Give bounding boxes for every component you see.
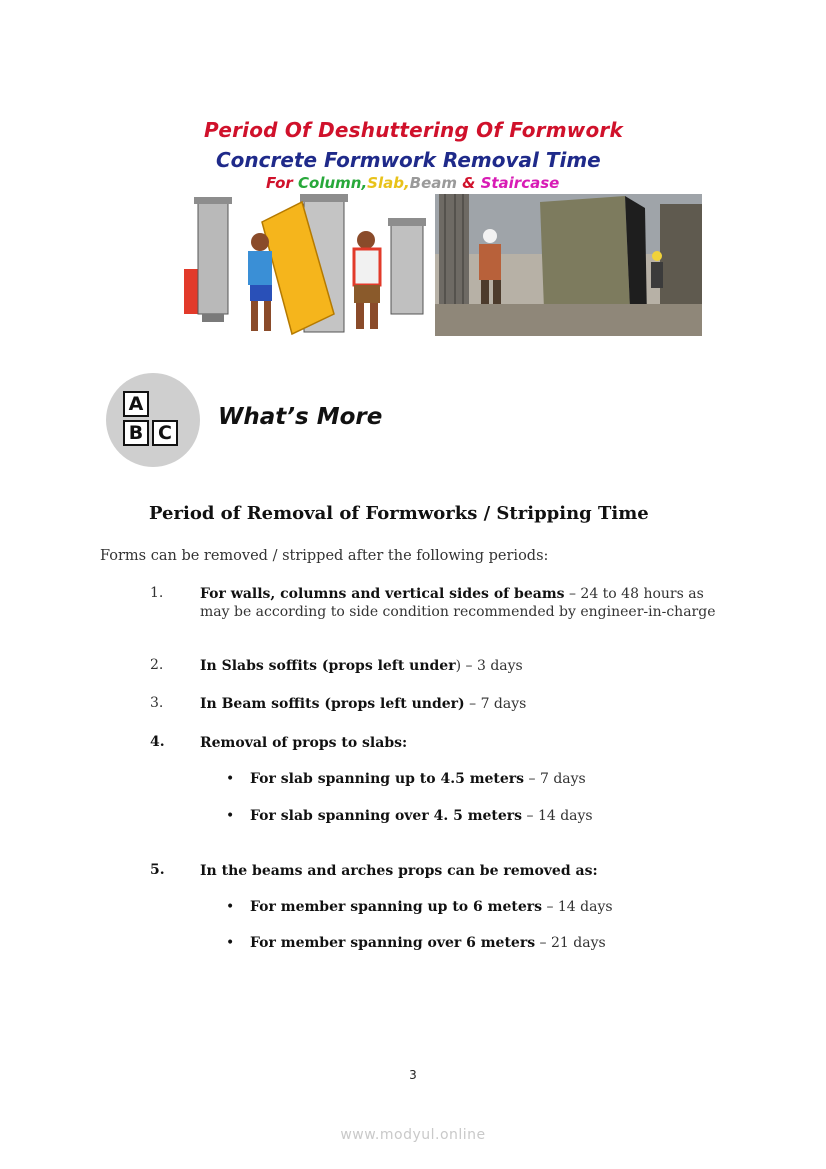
page-heading: Period of Removal of Formworks / Stripping Time bbox=[149, 503, 649, 524]
item-bold: In the beams and arches props can be removed as: bbox=[200, 863, 598, 879]
watermark: www.modyul.online bbox=[340, 1127, 486, 1143]
sub-item bbox=[226, 808, 593, 824]
sub-item-rest: – 7 days bbox=[524, 771, 586, 787]
banner-title-line2: Concrete Formwork Removal Time bbox=[216, 148, 601, 172]
item-bold: For walls, columns and vertical sides of beams bbox=[200, 586, 565, 602]
sub-item-rest: – 14 days bbox=[522, 808, 593, 824]
block-a: A bbox=[123, 391, 149, 417]
subtitle-staircase: Staircase bbox=[480, 174, 560, 192]
sub-item-bold: For slab spanning up to 4.5 meters bbox=[250, 771, 525, 787]
abc-blocks-icon bbox=[106, 373, 200, 467]
item-text bbox=[200, 695, 725, 713]
item-number: 4. bbox=[150, 734, 165, 750]
formwork-workers-illustration bbox=[184, 194, 434, 336]
banner-title-line1: Period Of Deshuttering Of Formwork bbox=[204, 118, 623, 142]
subtitle-prefix: For bbox=[266, 174, 299, 192]
item-rest: – 7 days bbox=[464, 696, 527, 712]
subtitle-slab: Slab, bbox=[367, 174, 410, 192]
formwork-site-photo bbox=[435, 194, 702, 336]
block-c: C bbox=[152, 420, 178, 446]
bullet-icon: • bbox=[226, 771, 235, 787]
sub-item bbox=[226, 899, 613, 915]
item-number: 5. bbox=[150, 862, 165, 878]
item-number: 2. bbox=[150, 657, 164, 673]
sub-item-rest: – 21 days bbox=[535, 935, 606, 951]
item-text bbox=[200, 585, 725, 621]
item-text bbox=[200, 734, 725, 752]
sub-item-rest: – 14 days bbox=[542, 899, 613, 915]
section-title: What’s More bbox=[218, 404, 383, 430]
item-bold: Removal of props to slabs: bbox=[200, 735, 408, 751]
sub-item bbox=[226, 935, 606, 951]
page-number: 3 bbox=[409, 1068, 417, 1082]
item-text bbox=[200, 862, 725, 880]
item-number: 1. bbox=[150, 585, 164, 601]
sub-item-bold: For slab spanning over 4. 5 meters bbox=[250, 808, 523, 824]
item-rest: ) – 3 days bbox=[455, 658, 523, 674]
subtitle-beam: Beam bbox=[409, 174, 458, 192]
item-text bbox=[200, 657, 725, 675]
subtitle-column: Column, bbox=[298, 174, 368, 192]
intro-text: Forms can be removed / stripped after the following periods: bbox=[100, 548, 549, 564]
item-number: 3. bbox=[150, 695, 164, 711]
item-rest: – 24 to 48 hours as may be according to side condition recommended by engineer-in-charge bbox=[200, 586, 716, 620]
sub-item bbox=[226, 771, 586, 787]
sub-item-bold: For member spanning up to 6 meters bbox=[250, 899, 542, 915]
bullet-icon: • bbox=[226, 935, 235, 951]
item-bold: In Beam soffits (props left under) bbox=[200, 696, 465, 712]
banner-subtitle bbox=[266, 174, 784, 192]
bullet-icon: • bbox=[226, 899, 235, 915]
bullet-icon: • bbox=[226, 808, 235, 824]
subtitle-amp: & bbox=[457, 174, 481, 192]
sub-item-bold: For member spanning over 6 meters bbox=[250, 935, 536, 951]
block-b: B bbox=[123, 420, 149, 446]
formwork-banner bbox=[184, 114, 702, 336]
item-bold: In Slabs soffits (props left under bbox=[200, 658, 456, 674]
